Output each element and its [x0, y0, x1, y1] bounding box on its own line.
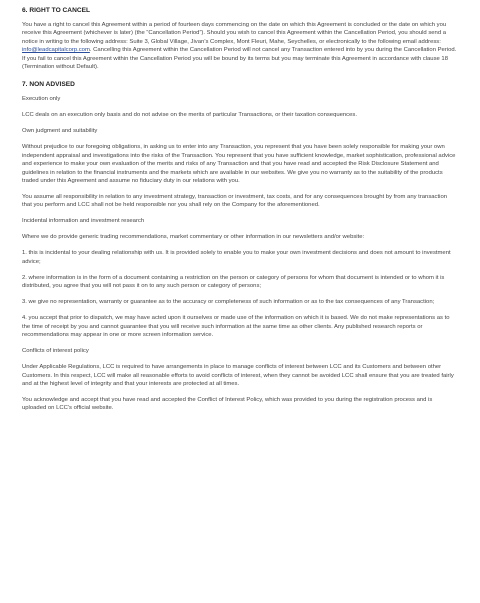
section-6-text-part2: . Cancelling this Agreement within the Cancellation Period will not cancel any Transaction entered into by you during the Cancellation Period. If you fail to cancel this Agreement within the Cancellation Period you will be bound by its terms but you may terminate this Agreement in accordance with clause 18 (Termination without Default).	[22, 47, 457, 71]
list-item-1: 1. this is incidental to your dealing relationship with us. It is provided solely to enable you to make your own investment decisions and does not amount to investment advice;	[22, 250, 451, 265]
paragraph-responsibility: You assume all responsibility in relation to any investment strategy, transaction or investment, tax costs, and for any consequences brought by from any transaction that you perform and LCC shall not be held responsible nor you shall rely on the Company for the aforementioned.	[22, 194, 448, 209]
section-6-paragraph	[22, 21, 458, 71]
paragraph-recommendations-intro: Where we do provide generic trading recommendations, market commentary or other information in our newsletters and/or website:	[22, 234, 365, 241]
paragraph-acknowledgement: You acknowledge and accept that you have read and accepted the Conflict of Interest Policy, which was provided to you during the registration process and is uploaded on LCC’s official website.	[22, 396, 433, 412]
agreement-document	[22, 6, 458, 420]
list-item-4: 4. you accept that prior to dispatch, we may have acted upon it ourselves or made use of the information on which it is based. We do not make representations as to the time of receipt by you and cannot guarantee that you will receive such information at the same time as other clients. Any published research reports or recommendations may appear in one or more screen information service.	[22, 315, 450, 339]
section-6-heading: 6. RIGHT TO CANCEL	[22, 7, 91, 14]
list-item-2: 2. where information is in the form of a document containing a restriction on the person or category of persons for whom that document is intended or to whom it is distributed, you agree that you will not pass it on to any such person or category of persons;	[22, 274, 445, 290]
subheading-own-judgment: Own judgment and suitability	[22, 128, 98, 135]
subheading-execution-only: Execution only	[22, 96, 61, 103]
paragraph-execution-basis: LCC deals on an execution only basis and do not advise on the merits of particular Transactions, or their taxation consequences.	[22, 112, 357, 119]
subheading-conflicts: Conflicts of interest policy	[22, 348, 89, 355]
list-item-3: 3. we give no representation, warranty or guarantee as to the accuracy or completeness of such information or as to the tax consequences of any Transaction;	[22, 299, 435, 306]
section-7-heading: 7. NON ADVISED	[22, 81, 75, 89]
paragraph-own-judgment: Without prejudice to our foregoing obligations, in asking us to enter into any Transaction, you represent that you have been solely responsible for making your own independent appraisal and investigations into the risks of the Transaction. You represent that you have sufficient knowledge, market sophistication, professional advice and experience to make your own evaluation of the merits and risks of any Transaction and that you have read and accepted the Risk Disclosure Statement and guidelines in relation to the financial instruments and the markets which are available in our websites. We give you no warranty as to the suitability of the products traded under this Agreement and assume no fiduciary duty in our relations with you.	[22, 144, 456, 185]
subheading-incidental-info: Incidental information and investment research	[22, 218, 145, 225]
contact-email-link[interactable]: info@leadcapitalcorp.com	[22, 47, 90, 54]
paragraph-conflicts: Under Applicable Regulations, LCC is required to have arrangements in place to manage conflicts of interest between LCC and its Customers and between other Customers. In this respect, LCC will make all reasonable efforts to avoid conflicts of interest, when they cannot be avoided LCC shall ensure that you are treated fairly and at the highest level of integrity and that your interests are protected at all times.	[22, 364, 454, 387]
section-6-text-part1: You have a right to cancel this Agreement within a period of fourteen days commencing on the date on which this Agreement is concluded or the date on which you receive this Agreement (whichever is later) (the “Cancellation Period”). Should you wish to cancel this Agreement within the Cancellation Period, you should send a notice in writing to the following address: Suite 3, Global Village, Jivan’s Complex, Mont Fleuri, Mahe, Seychelles, or electronically to the following email address:	[22, 22, 447, 45]
